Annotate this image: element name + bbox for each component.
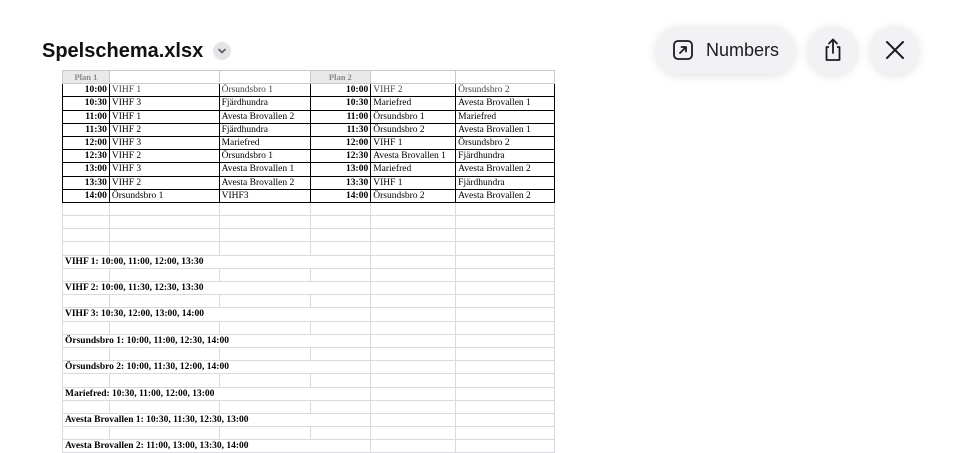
table-row (63, 176, 555, 189)
plan1-team-a: VIHF 3 (109, 136, 219, 149)
plan1-team-a: VIHF 1 (109, 84, 219, 97)
team-summary: Avesta Brovallen 2: 11:00, 13:00, 13:30, 14:00 (63, 440, 311, 453)
open-in-numbers-button[interactable] (656, 26, 795, 74)
team-summary: VIHF 3: 10:30, 12:00, 13:00, 14:00 (63, 308, 311, 321)
empty-row (63, 374, 555, 387)
plan2-team-a: VIHF 1 (371, 176, 456, 189)
plan2-team-a: Örsundsbro 1 (371, 110, 456, 123)
table-row (63, 84, 555, 97)
empty-row (63, 229, 555, 242)
schedule-table (62, 70, 555, 453)
summary-row (63, 308, 555, 321)
table-row (63, 123, 555, 136)
summary-row (63, 387, 555, 400)
plan2-team-a: Örsundsbro 2 (371, 189, 456, 202)
plan2-time: 10:30 (310, 97, 371, 110)
plan2-time: 14:00 (310, 189, 371, 202)
team-summary: Örsundsbro 2: 10:00, 11:30, 12:00, 14:00 (63, 361, 311, 374)
summary-row (63, 413, 555, 426)
plan2-team-a: Avesta Brovallen 1 (371, 150, 456, 163)
plan2-time: 11:00 (310, 110, 371, 123)
plan1-team-b: Fjärdhundra (219, 97, 310, 110)
plan1-time: 14:00 (63, 189, 110, 202)
close-icon (884, 39, 906, 61)
header-row (63, 71, 555, 84)
plan2-time: 10:00 (310, 84, 371, 97)
summary-row (63, 361, 555, 374)
empty-row (63, 347, 555, 360)
plan1-time: 13:30 (63, 176, 110, 189)
plan2-team-b: Fjärdhundra (456, 176, 555, 189)
share-icon (821, 37, 845, 63)
plan1-time: 10:00 (63, 84, 110, 97)
plan1-team-a: VIHF 2 (109, 176, 219, 189)
plan1-time: 12:30 (63, 150, 110, 163)
team-summary: VIHF 2: 10:00, 11:30, 12:30, 13:30 (63, 282, 311, 295)
plan1-header: Plan 1 (63, 71, 110, 84)
plan2-header: Plan 2 (310, 71, 371, 84)
empty-row (63, 202, 555, 215)
table-row (63, 189, 555, 202)
empty-row (63, 295, 555, 308)
team-summary: Mariefred: 10:30, 11:00, 12:00, 13:00 (63, 387, 311, 400)
table-row (63, 163, 555, 176)
plan2-team-b: Mariefred (456, 110, 555, 123)
plan1-time: 11:30 (63, 123, 110, 136)
plan2-team-b: Avesta Brovallen 1 (456, 123, 555, 136)
plan2-team-a: VIHF 2 (371, 84, 456, 97)
plan1-team-b: Avesta Brovallen 2 (219, 110, 310, 123)
plan2-time: 12:00 (310, 136, 371, 149)
plan2-team-a: Mariefred (371, 97, 456, 110)
plan2-team-b: Örsundsbro 2 (456, 136, 555, 149)
summary-row (63, 282, 555, 295)
chevron-down-icon (217, 46, 227, 56)
plan2-team-a: Mariefred (371, 163, 456, 176)
empty-row (63, 242, 555, 255)
empty-row (63, 400, 555, 413)
plan1-team-b: VIHF3 (219, 189, 310, 202)
plan1-team-b: Mariefred (219, 136, 310, 149)
plan1-time: 12:00 (63, 136, 110, 149)
plan2-team-b: Örsundsbro 2 (456, 84, 555, 97)
close-button[interactable] (870, 26, 919, 74)
plan1-time: 10:30 (63, 97, 110, 110)
plan1-team-b: Avesta Brovallen 1 (219, 163, 310, 176)
plan2-team-b: Avesta Brovallen 1 (456, 97, 555, 110)
plan1-team-a: VIHF 3 (109, 97, 219, 110)
open-external-icon (672, 39, 694, 61)
table-row (63, 150, 555, 163)
table-row (63, 136, 555, 149)
empty-row (63, 216, 555, 229)
plan2-team-a: Örsundsbro 2 (371, 123, 456, 136)
plan1-team-b: Örsundsbro 1 (219, 150, 310, 163)
plan1-team-a: Örsundsbro 1 (109, 189, 219, 202)
team-summary: Avesta Brovallen 1: 10:30, 11:30, 12:30, 13:00 (63, 413, 311, 426)
plan1-time: 11:00 (63, 110, 110, 123)
empty-row (63, 321, 555, 334)
empty-row (63, 427, 555, 440)
plan2-time: 11:30 (310, 123, 371, 136)
plan1-team-b: Fjärdhundra (219, 123, 310, 136)
table-row (63, 110, 555, 123)
plan2-team-b: Fjärdhundra (456, 150, 555, 163)
plan1-time: 13:00 (63, 163, 110, 176)
empty-row (63, 268, 555, 281)
file-options-button[interactable] (213, 42, 231, 60)
plan1-team-b: Avesta Brovallen 2 (219, 176, 310, 189)
plan1-team-a: VIHF 2 (109, 123, 219, 136)
plan2-time: 13:30 (310, 176, 371, 189)
table-row (63, 97, 555, 110)
plan2-team-a: VIHF 1 (371, 136, 456, 149)
team-summary: Örsundsbro 1: 10:00, 11:00, 12:30, 14:00 (63, 334, 311, 347)
file-name: Spelschema.xlsx (42, 39, 204, 62)
plan2-team-b: Avesta Brovallen 2 (456, 163, 555, 176)
spreadsheet-preview[interactable] (62, 70, 555, 452)
plan2-team-b: Avesta Brovallen 2 (456, 189, 555, 202)
open-in-numbers-label: Numbers (705, 39, 780, 60)
summary-row (63, 440, 555, 453)
summary-row (63, 255, 555, 268)
plan1-team-a: VIHF 3 (109, 163, 219, 176)
plan1-team-a: VIHF 2 (109, 150, 219, 163)
plan2-time: 13:00 (310, 163, 371, 176)
plan1-team-a: VIHF 1 (109, 110, 219, 123)
summary-row (63, 334, 555, 347)
share-button[interactable] (808, 26, 857, 74)
document-title-bar (42, 37, 231, 65)
plan2-time: 12:30 (310, 150, 371, 163)
team-summary: VIHF 1: 10:00, 11:00, 12:00, 13:30 (63, 255, 311, 268)
plan1-team-b: Örsundsbro 1 (219, 84, 310, 97)
